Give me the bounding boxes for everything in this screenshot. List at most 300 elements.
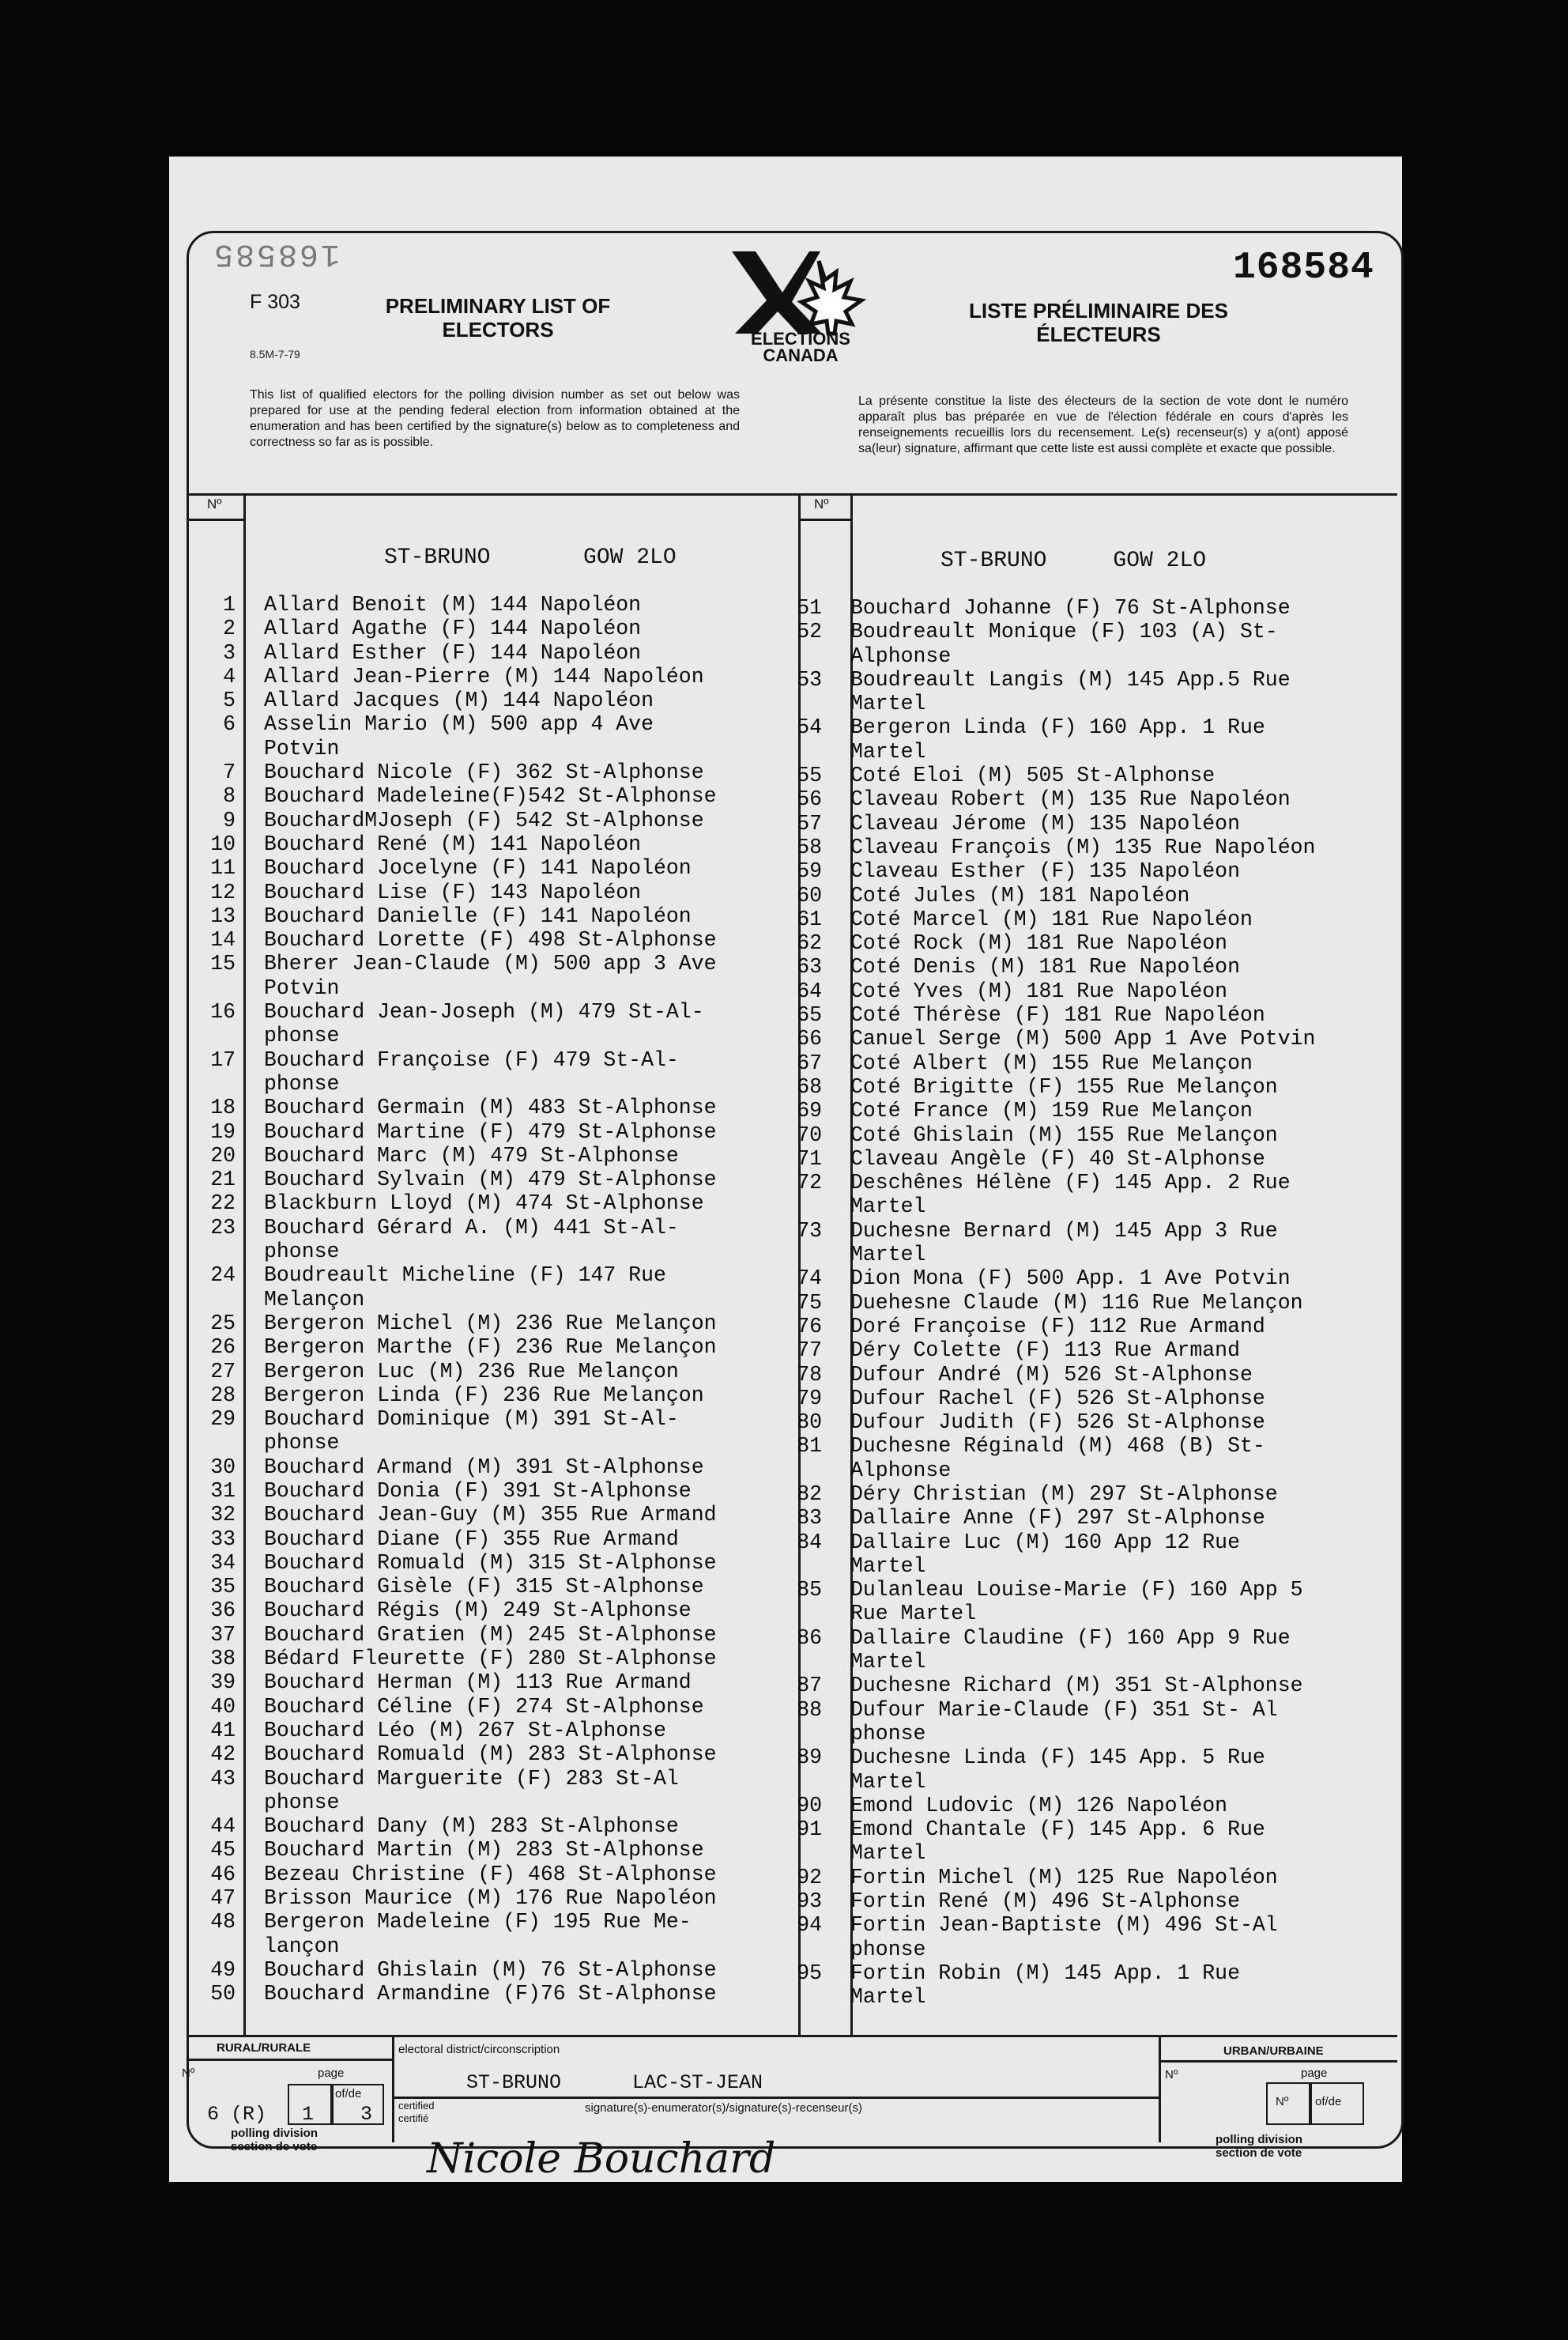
elector-number: 55 [797,764,822,788]
elector-number: 71 [797,1146,822,1171]
elector-number [765,1195,822,1218]
elector-line [179,1934,717,1958]
elector-text: Martel [850,739,926,764]
elector-text: Bergeron Marthe (F) 236 Rue Melançon [264,1335,717,1360]
elector-line [765,1674,1315,1697]
elector-text: Déry Christian (M) 297 St-Alphonse [850,1481,1278,1506]
polling-division-number: 6 (R) [207,2103,267,2126]
elector-line [179,809,717,832]
elector-number: 78 [797,1362,822,1387]
elector-line [765,1195,1315,1218]
elector-number: 42 [210,1742,236,1767]
elector-line [765,1363,1315,1387]
elector-number [179,1024,236,1047]
elector-line [765,1602,1315,1625]
elector-number: 21 [210,1168,236,1192]
elector-line [179,1455,717,1479]
elector-text: Bergeron Michel (M) 236 Rue Melançon [264,1311,717,1335]
elector-number: 24 [210,1263,236,1288]
elector-text: Asselin Mario (M) 500 app 4 Ave [264,712,654,737]
elector-line [179,1886,717,1910]
elector-number: 67 [797,1051,822,1075]
elector-line [765,1817,1315,1841]
right-elector-list [765,596,1315,2010]
elector-number [179,976,236,1000]
elector-text: Bouchard Jean-Guy (M) 355 Rue Armand [264,1503,717,1527]
elector-number [179,1240,236,1263]
elector-line [765,1913,1315,1937]
elector-number: 77 [797,1338,822,1363]
no-column-header-left: Nº [207,496,222,511]
elector-number: 4 [223,664,236,689]
elector-text: Bherer Jean-Claude (M) 500 app 3 Ave [264,952,717,976]
district-rule [392,2097,1159,2099]
elector-line [765,1889,1315,1913]
elector-number: 70 [797,1123,822,1147]
elector-number: 43 [210,1766,236,1791]
urban-page-label: page [1301,2066,1328,2080]
form-code: F 303 [250,291,300,313]
elector-number [765,1459,822,1482]
elector-text: Fortin Jean-Baptiste (M) 496 St-Al [850,1913,1278,1938]
elector-number: 33 [210,1527,236,1551]
elector-text: Allard Jean-Pierre (M) 144 Napoléon [264,664,704,689]
elector-line [765,1291,1315,1315]
elector-number: 94 [797,1913,822,1938]
rural-rule [188,2059,392,2061]
elector-number: 41 [210,1718,236,1742]
elector-line [765,812,1315,836]
elector-line [765,1075,1315,1099]
signature-script: Nicole Bouchard [427,2135,776,2183]
elector-text: Dufour André (M) 526 St-Alphonse [850,1362,1253,1387]
elector-number: 65 [797,1003,822,1028]
elector-text: Duehesne Claude (M) 116 Rue Melançon [850,1290,1303,1315]
elector-number: 51 [797,596,822,620]
elector-line [179,1360,717,1383]
elections-canada-logo [726,245,876,364]
elector-line [179,1982,717,2006]
elector-line [179,1863,717,1886]
elector-number: 87 [797,1674,822,1698]
elector-number [179,1791,236,1814]
elector-text: Coté Eloi (M) 505 St-Alphonse [850,764,1216,788]
certified-label: certified [398,2100,435,2112]
elector-line [179,1383,717,1407]
elector-line [765,859,1315,883]
elector-line [765,1147,1315,1171]
elector-text: Coté France (M) 159 Rue Melançon [850,1099,1253,1123]
elector-line [179,1791,717,1814]
elector-number: 72 [797,1171,822,1195]
elector-number: 38 [210,1647,236,1671]
elector-text: Martel [850,1195,926,1219]
urban-of-label: of/de [1315,2095,1342,2108]
elector-number: 30 [210,1455,236,1479]
urban-label: URBAN/URBAINE [1223,2044,1324,2058]
no-header-rule-left [188,519,245,521]
elector-line [179,1168,717,1191]
elector-number: 11 [210,856,236,881]
elector-text: Coté Brigitte (F) 155 Rue Melançon [850,1074,1278,1099]
print-code: 8.5M-7-79 [250,348,300,360]
elector-line [765,1554,1315,1578]
elector-text: Bouchard Céline (F) 274 St-Alphonse [264,1694,704,1719]
elector-line [765,1866,1315,1889]
rural-no-label: Nº [182,2066,195,2080]
elector-number: 10 [210,832,236,856]
elector-number: 80 [797,1410,822,1435]
elector-line [765,1961,1315,1985]
intro-french: La présente constitue la liste des électeurs de la section de vote dont le numéro apparaît plus bas préparée en vue de l'élection fédérale en cours d'après les renseignements recueillis lors du recensement. Le(s) recenseur(s) y a(ont) apposé sa(leur) signature, affirmant que cette liste est aussi complète et exacte que possible. [858,394,1348,455]
elector-number: 62 [797,931,822,956]
elector-line [765,1938,1315,1961]
elector-line [765,620,1315,644]
elector-text: Canuel Serge (M) 500 App 1 Ave Potvin [850,1027,1316,1051]
elector-text: phonse [264,1431,340,1455]
logo-text-canada: CANADA [763,345,839,364]
urban-rule [1159,2060,1397,2063]
elector-line [179,1144,717,1168]
elector-text: Bouchard Armandine (F)76 St-Alphonse [264,1982,717,2006]
elector-number: 29 [210,1407,236,1432]
elector-number: 82 [797,1481,822,1506]
elector-line [765,1530,1315,1554]
elector-text: Duchesne Richard (M) 351 St-Alphonse [850,1674,1303,1698]
elector-number: 19 [210,1119,236,1144]
left-column-heading: ST-BRUNO GOW 2LO [384,545,677,570]
no-header-rule-right [798,519,852,521]
elector-line [765,1243,1315,1266]
elector-line [765,692,1315,715]
elector-line [765,1434,1315,1458]
elector-line [179,641,717,665]
no-column-header-right: Nº [814,496,829,511]
elector-line [765,1027,1315,1051]
elector-line [765,764,1315,787]
elector-line [765,715,1315,739]
elector-line [179,1024,717,1047]
elector-line [179,1216,717,1240]
elector-line [765,1219,1315,1243]
elector-line [179,737,717,760]
elector-line [765,884,1315,908]
elector-number: 88 [797,1697,822,1722]
elector-number: 20 [210,1143,236,1168]
elector-line [179,1000,717,1024]
enumerator-signature [419,2120,814,2191]
elector-line [765,1722,1315,1746]
elector-line [765,836,1315,859]
elector-text: Fortin Michel (M) 125 Rue Napoléon [850,1865,1278,1889]
elector-number: 47 [210,1886,236,1911]
elector-text: Martel [850,1985,926,2010]
elector-text: phonse [264,1790,340,1814]
elector-text: Bergeron Linda (F) 160 App. 1 Rue [850,715,1265,740]
elector-text: Bouchard Dany (M) 283 St-Alphonse [264,1814,679,1839]
elector-number [765,1650,822,1674]
left-elector-list [179,593,717,2006]
elector-text: Claveau Robert (M) 135 Rue Napoléon [850,787,1291,812]
elector-text: Bouchard Dominique (M) 391 St-Al- [264,1407,679,1432]
elector-number: 95 [797,1961,822,1985]
elector-text: Martel [850,1553,926,1578]
elector-text: Duchesne Linda (F) 145 App. 5 Rue [850,1746,1265,1770]
elector-text: phonse [264,1024,340,1048]
elector-text: Martel [850,1841,926,1866]
elector-number: 49 [210,1957,236,1982]
elector-line [179,1479,717,1503]
elector-text: Bouchard Germain (M) 483 St-Alphonse [264,1096,717,1120]
elector-number: 25 [210,1311,236,1335]
elector-line [179,1623,717,1647]
elector-text: Martel [850,1243,926,1267]
footer-divider-right [1159,2035,1161,2142]
elector-number: 23 [210,1215,236,1240]
right-column-heading: ST-BRUNO GOW 2LO [940,549,1207,573]
elector-number: 60 [797,883,822,908]
elector-text: Dallaire Anne (F) 297 St-Alphonse [850,1506,1265,1530]
elector-text: Deschênes Hélène (F) 145 App. 2 Rue [850,1171,1291,1195]
elector-text: Allard Esther (F) 144 Napoléon [264,640,642,665]
elector-line [765,1459,1315,1482]
elector-line [179,976,717,1000]
elector-text: Duchesne Bernard (M) 145 App 3 Rue [850,1218,1278,1243]
elector-number [179,1431,236,1455]
elector-number: 28 [210,1383,236,1407]
elector-number: 3 [223,640,236,665]
elector-number: 22 [210,1191,236,1216]
elector-text: Martel [850,1650,926,1674]
elector-number: 64 [797,979,822,1003]
elector-number: 89 [797,1746,822,1770]
elector-line [179,712,717,736]
elector-text: Rue Martel [850,1602,977,1626]
elector-line [179,1048,717,1072]
elector-line [179,689,717,712]
urban-page-box [1266,2082,1312,2125]
elector-text: Dufour Marie-Claude (F) 351 St- Al [850,1697,1278,1722]
elector-text: Fortin René (M) 496 St-Alphonse [850,1889,1240,1914]
elector-text: Allard Jacques (M) 144 Napoléon [264,689,654,713]
elector-line [765,1123,1315,1147]
polling-division-label: polling division [231,2127,318,2140]
mirrored-reference-number: 168585 [212,236,341,271]
elector-text: Bouchard Armand (M) 391 St-Alphonse [264,1455,704,1479]
title-english: PRELIMINARY LIST OF ELECTORS [385,294,611,342]
elector-text: Boudreault Micheline (F) 147 Rue [264,1263,666,1288]
elector-number [765,1841,822,1865]
signature-label: signature(s)-enumerator(s)/signature(s)-recenseur(s) [585,2101,862,2115]
elector-line [179,1335,717,1359]
elector-text: phonse [850,1937,926,1961]
elector-line [179,1695,717,1719]
elector-number: 13 [210,904,236,928]
elector-number: 14 [210,928,236,953]
elector-number: 18 [210,1096,236,1120]
elector-text: Bouchard Marc (M) 479 St-Alphonse [264,1143,679,1168]
elector-text: Bouchard Martine (F) 479 St-Alphonse [264,1119,717,1144]
elector-text: Bouchard Jean-Joseph (M) 479 St-Al- [264,1000,704,1025]
elector-number: 32 [210,1503,236,1527]
elector-line [765,1578,1315,1602]
elector-line [765,1266,1315,1290]
elector-text: Brisson Maurice (M) 176 Rue Napoléon [264,1886,717,1911]
elector-text: Bouchard Jocelyne (F) 141 Napoléon [264,856,692,881]
elector-number: 73 [797,1218,822,1243]
elector-text: Allard Agathe (F) 144 Napoléon [264,617,642,641]
elector-number [179,1934,236,1958]
elector-text: phonse [850,1721,926,1746]
elector-text: Boudreault Langis (M) 145 App.5 Rue [850,667,1291,692]
elector-line [179,1120,717,1144]
table-top-rule [188,493,1397,496]
elector-number [179,1072,236,1096]
maple-leaf-x-icon [726,245,876,364]
elector-text: Bouchard Romuald (M) 283 St-Alphonse [264,1742,717,1767]
elector-number: 69 [797,1099,822,1123]
elector-line [765,668,1315,692]
elector-line [179,1838,717,1862]
rural-page-label: page [318,2066,345,2080]
elector-number: 83 [797,1506,822,1530]
elector-line [179,1431,717,1455]
elector-line [765,1794,1315,1817]
elector-line [765,1985,1315,2009]
elector-line [179,1288,717,1312]
elector-text: Duchesne Réginald (M) 468 (B) St- [850,1434,1265,1459]
elector-line [179,1742,717,1766]
elector-text: Blackburn Lloyd (M) 474 St-Alphonse [264,1191,704,1216]
elector-number: 5 [223,689,236,713]
elector-number [765,692,822,715]
elector-line [179,1575,717,1598]
elector-line [179,1072,717,1096]
elector-number: 46 [210,1862,236,1886]
elector-text: Alphonse [850,1458,952,1482]
elector-text: Dallaire Luc (M) 160 App 12 Rue [850,1530,1240,1554]
district-label: electoral district/circonscription [398,2043,560,2056]
elector-line [179,617,717,640]
elector-number: 57 [797,811,822,836]
elector-line [179,665,717,689]
elector-text: Déry Colette (F) 113 Rue Armand [850,1338,1240,1363]
elector-line [765,596,1315,620]
elector-text: Bouchard Romuald (M) 315 St-Alphonse [264,1550,717,1575]
elector-text: Bouchard Ghislain (M) 76 St-Alphonse [264,1957,717,1982]
elector-number: 86 [797,1625,822,1650]
title-french: LISTE PRÉLIMINAIRE DES ÉLECTEURS [969,299,1228,346]
elector-text: Bergeron Linda (F) 236 Rue Melançon [264,1383,704,1407]
elector-number: 44 [210,1814,236,1839]
elector-number: 27 [210,1359,236,1383]
elector-text: Bédard Fleurette (F) 280 St-Alphonse [264,1647,717,1671]
elector-text: phonse [264,1240,340,1264]
elector-number [765,1602,822,1625]
elector-line [765,1338,1315,1362]
elector-line [179,1598,717,1622]
elector-line [179,1240,717,1263]
elector-line [179,952,717,976]
elector-number [765,1243,822,1266]
elector-number: 92 [797,1865,822,1889]
elector-line [765,979,1315,1003]
elector-line [179,1407,717,1431]
footer-divider-left [392,2035,394,2142]
elector-line [765,1841,1315,1865]
elector-number: 35 [210,1575,236,1599]
elector-number [765,1985,822,2009]
elector-number: 53 [797,667,822,692]
elector-number: 59 [797,859,822,884]
elector-text: Coté Yves (M) 181 Rue Napoléon [850,979,1228,1003]
elector-text: Bouchard Régis (M) 249 St-Alphonse [264,1598,692,1623]
elector-text: Bouchard Herman (M) 113 Rue Armand [264,1670,692,1695]
elector-line [179,881,717,904]
elector-line [765,1387,1315,1410]
elector-text: Allard Benoit (M) 144 Napoléon [264,593,642,617]
elector-text: Potvin [264,736,340,760]
elector-text: Coté Ghislain (M) 155 Rue Melançon [850,1123,1278,1147]
elector-number: 84 [797,1530,822,1554]
rural-label: RURAL/RURALE [217,2041,311,2055]
elector-text: Dion Mona (F) 500 App. 1 Ave Potvin [850,1266,1291,1291]
elector-number: 79 [797,1386,822,1410]
elector-number: 74 [797,1266,822,1291]
elector-number: 58 [797,835,822,859]
elector-text: Dallaire Claudine (F) 160 App 9 Rue [850,1625,1291,1650]
elector-line [765,1746,1315,1769]
elector-number: 2 [223,617,236,641]
elector-text: Coté Marcel (M) 181 Rue Napoléon [850,907,1253,931]
elector-line [765,931,1315,955]
elector-text: Potvin [264,976,340,1000]
elector-number [179,1288,236,1312]
elector-text: Bouchard Gérard A. (M) 441 St-Al- [264,1215,679,1240]
document-number: 168584 [1233,247,1374,289]
elector-text: Emond Ludovic (M) 126 Napoléon [850,1793,1228,1817]
elector-line [179,1096,717,1119]
elector-text: Dulanleau Louise-Marie (F) 160 App 5 [850,1578,1303,1602]
elector-text: Claveau Jérome (M) 135 Napoléon [850,811,1240,836]
elector-line [179,1527,717,1551]
elector-number: 90 [797,1793,822,1817]
elector-text: Bouchard Lorette (F) 498 St-Alphonse [264,928,717,953]
elector-number: 91 [797,1817,822,1842]
elector-text: Bouchard Donia (F) 391 St-Alphonse [264,1478,692,1503]
elector-number: 8 [223,784,236,809]
elector-line [179,1503,717,1527]
elector-text: Bouchard Léo (M) 267 St-Alphonse [264,1718,666,1742]
elector-text: Coté Rock (M) 181 Rue Napoléon [850,931,1228,956]
elector-line [765,1003,1315,1027]
elector-line [765,1315,1315,1338]
elector-number: 31 [210,1478,236,1503]
elector-line [765,1482,1315,1506]
elector-line [179,1647,717,1670]
elector-text: Coté Jules (M) 181 Napoléon [850,883,1190,908]
elector-number: 63 [797,955,822,979]
elector-number: 81 [797,1434,822,1459]
elector-text: Martel [850,1769,926,1794]
elector-line [179,1551,717,1575]
elector-text: Martel [850,692,926,716]
elector-number: 45 [210,1838,236,1863]
elector-line [765,1099,1315,1123]
elector-number [179,737,236,760]
elector-number: 75 [797,1290,822,1315]
page-total: 3 [360,2103,373,2126]
